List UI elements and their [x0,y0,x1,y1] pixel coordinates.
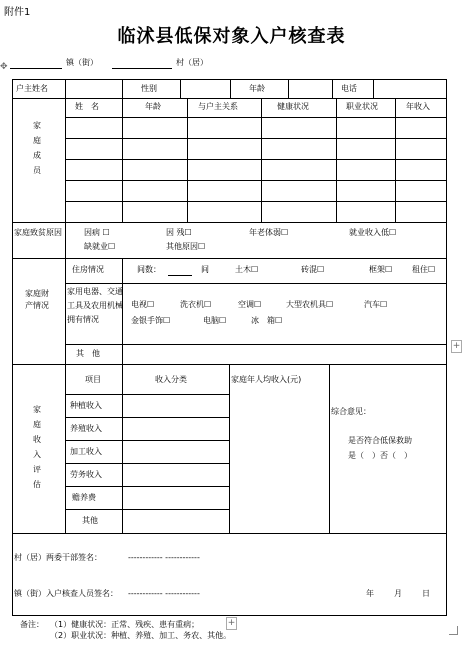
income-section-label: 家庭收入评估 [33,405,41,489]
opinion-label: 综合意见： [331,407,371,416]
rooms-blank[interactable] [168,275,192,276]
row-line [65,417,229,418]
village-sign-label: 村（居）两委干部签名： [14,553,102,562]
machinery-checkbox[interactable]: 大型农机具☐ [286,300,334,309]
resize-handle-icon[interactable] [449,626,458,635]
attachment-label: 附件1 [4,7,31,18]
head-name-label: 户主姓名 [16,84,48,93]
washer-checkbox[interactable]: 洗衣机☐ [180,300,212,309]
col-name-header: 姓 名 [75,102,99,111]
col-line [65,258,66,364]
opinion-choice[interactable]: 是（ ）否（ ） [348,451,412,460]
village-sign-line[interactable]: ------------ ------------ [128,553,200,562]
row-line [65,486,229,487]
cause-elderly-checkbox[interactable]: 年老体弱☐ [249,228,289,237]
cause-unemployed-checkbox[interactable]: 缺就业☐ [84,242,116,251]
col-line [332,79,333,98]
durables-label: 家用电器、交通工具及农用机械拥有情况 [67,287,123,324]
housing-label: 住房情况 [72,265,104,274]
row-line [65,344,447,345]
row-line [65,394,229,395]
family-section-label: 家庭成员 [33,121,41,175]
ac-checkbox[interactable]: 空调☐ [238,300,262,309]
income-row-processing: 加工收入 [70,447,102,456]
col-line [288,79,289,98]
opinion-question: 是否符合低保救助 [348,436,412,445]
col-line [65,364,66,533]
assets-other-label: 其 他 [76,349,100,358]
brick-concrete-checkbox[interactable]: 砖混☐ [301,265,325,274]
fridge-checkbox[interactable]: 冰 箱☐ [251,316,283,325]
col-line [180,79,181,98]
date-year: 年 [366,589,374,598]
row-line [12,533,447,534]
col-line [373,79,374,98]
income-row-support: 赡养费 [72,493,96,502]
row-line [65,509,229,510]
cause-disability-checkbox[interactable]: 因 残☐ [166,228,192,237]
income-row-labor: 劳务收入 [70,470,102,479]
cause-other-checkbox[interactable]: 其他原因☐ [166,242,206,251]
income-row-breeding: 养殖收入 [70,424,102,433]
income-avg-header: 家庭年人均收入(元) [231,375,302,384]
jewelry-checkbox[interactable]: 金银手饰☐ [131,316,171,325]
phone-label: 电话 [341,84,357,93]
row-line [65,180,447,181]
cause-illness-checkbox[interactable]: 因病 ☐ [84,228,110,237]
date-day: 日 [422,589,430,598]
computer-checkbox[interactable]: 电脑☐ [203,316,227,325]
notes-label: 备注： [20,620,44,629]
col-occupation-header: 职业状况 [346,102,378,111]
town-sign-label: 镇（街）入户核查人员签名： [14,589,118,598]
row-line [65,159,447,160]
col-line [122,364,123,533]
tv-checkbox[interactable]: 电视☐ [131,300,155,309]
add-column-icon[interactable]: + [452,341,461,351]
row-line [12,98,447,99]
cause-low-income-checkbox[interactable]: 就业收入低☐ [349,228,397,237]
rooms-unit: 间 [201,265,209,274]
gender-label: 性别 [141,84,157,93]
county-blank-underline [10,68,62,69]
income-row-planting: 种植收入 [70,401,102,410]
row-line [65,138,447,139]
frame-checkbox[interactable]: 框架☐ [369,265,393,274]
notes-line-1: （1）健康状况：正常、残疾、患有重病； [50,620,200,629]
notes-line-2: （2）职业状况：种植、养殖、加工、务农、其他。 [50,631,232,640]
add-row-icon[interactable]: + [227,618,236,628]
col-line [229,364,230,533]
village-label: 村（居） [176,58,208,67]
col-health-header: 健康状况 [277,102,309,111]
col-line [65,222,66,258]
col-line [329,364,330,533]
town-sign-line[interactable]: ------------ ------------ [128,589,200,598]
col-income-header: 年收入 [406,102,430,111]
village-blank-underline [112,68,172,69]
row-line [12,222,447,223]
assets-section-label: 家庭财产情况 [25,289,49,310]
move-handle-icon[interactable]: ✥ [0,62,8,72]
earth-wood-checkbox[interactable]: 土木☐ [235,265,259,274]
row-line [12,258,447,259]
col-relation-header: 与户主关系 [198,102,238,111]
row-line [65,117,447,118]
town-label: 镇（街） [66,58,98,67]
page-title: 临沭县低保对象入户核查表 [117,26,346,47]
col-age-header: 年龄 [145,102,161,111]
col-line [65,79,66,98]
row-line [65,201,447,202]
income-category-header: 收入分类 [155,375,187,384]
poverty-section-label: 家庭致贫原因 [14,228,62,237]
row-line [65,463,229,464]
col-line [230,79,231,98]
income-row-other: 其他 [82,516,98,525]
rented-checkbox[interactable]: 租住☐ [412,265,436,274]
rooms-label: 间数： [137,265,161,274]
age-label: 年龄 [249,84,265,93]
row-line [65,440,229,441]
car-checkbox[interactable]: 汽车☐ [364,300,388,309]
col-line [122,79,123,98]
income-item-header: 项目 [85,375,101,384]
date-month: 月 [394,589,402,598]
row-line [65,283,447,284]
